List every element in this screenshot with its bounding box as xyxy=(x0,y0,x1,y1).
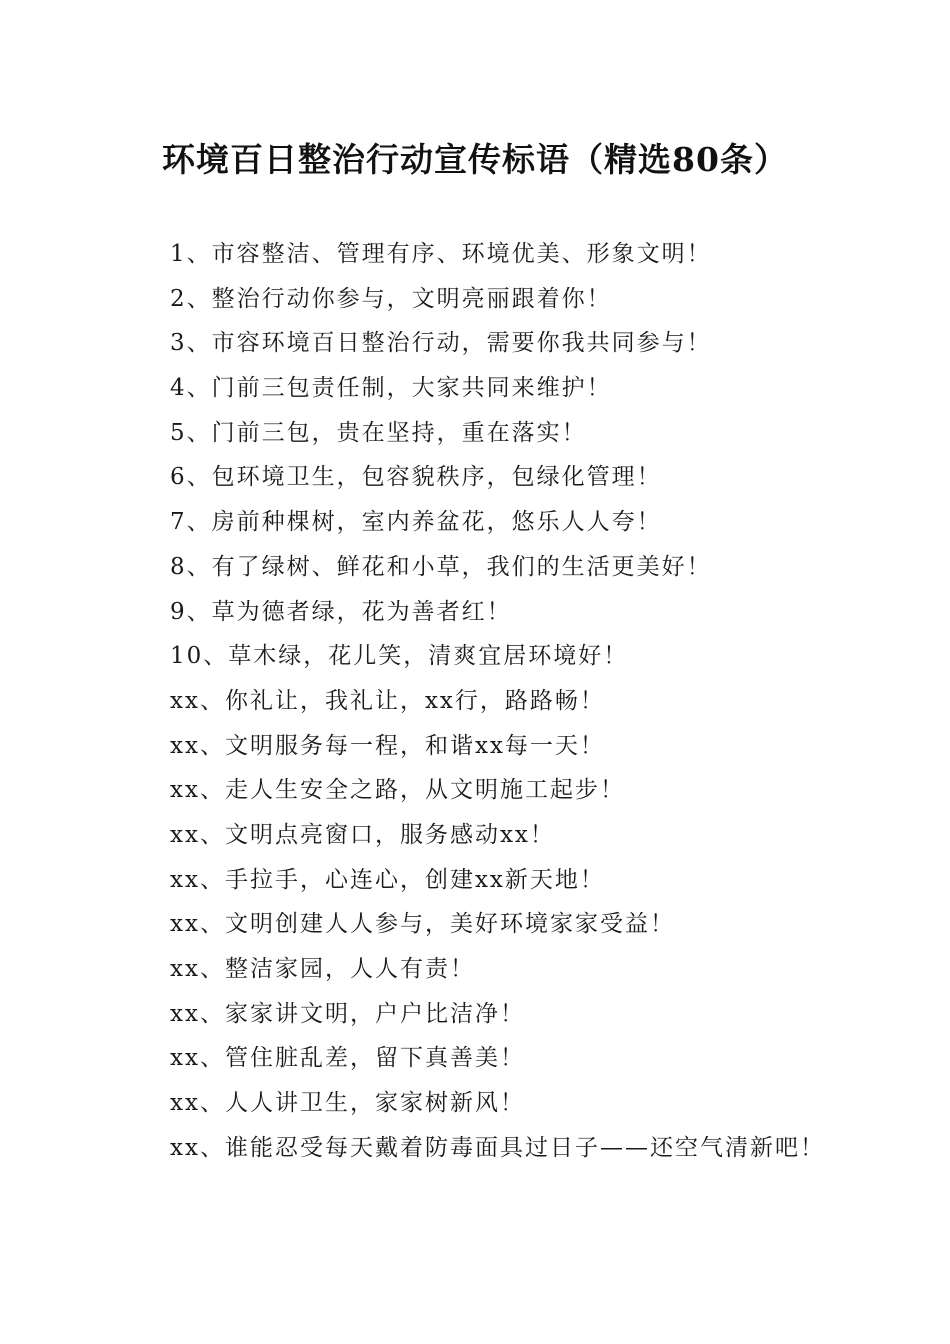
document-title: 环境百日整治行动宣传标语（精选80条） xyxy=(162,140,788,179)
slogan-item: 5、门前三包，贵在坚持，重在落实！ xyxy=(170,419,587,446)
slogan-item: xx、家家讲文明，户户比洁净！ xyxy=(170,1000,525,1027)
slogan-item: xx、管住脏乱差，留下真善美！ xyxy=(170,1045,525,1072)
slogan-item: xx、文明创建人人参与，美好环境家家受益！ xyxy=(170,911,675,938)
slogan-item: xx、文明服务每一程，和谐xx每一天！ xyxy=(170,732,605,759)
slogan-item: xx、走人生安全之路，从文明施工起步！ xyxy=(170,777,625,804)
slogan-item: 2、整治行动你参与，文明亮丽跟着你！ xyxy=(170,285,612,312)
slogan-item: xx、手拉手，心连心，创建xx新天地！ xyxy=(170,866,605,893)
slogan-item: xx、文明点亮窗口，服务感动xx！ xyxy=(170,821,555,848)
slogan-item: 1、市容整洁、管理有序、环境优美、形象文明！ xyxy=(170,241,712,267)
slogan-item: 6、包环境卫生，包容貌秩序，包绿化管理！ xyxy=(170,464,662,491)
slogan-item: 10、草木绿，花儿笑，清爽宜居环境好！ xyxy=(170,643,629,670)
slogan-item: xx、人人讲卫生，家家树新风！ xyxy=(170,1090,525,1117)
slogan-item: 9、草为德者绿，花为善者红！ xyxy=(170,598,512,625)
slogan-item: xx、你礼让，我礼让，xx行，路路畅！ xyxy=(170,687,605,714)
slogan-item: 8、有了绿树、鲜花和小草，我们的生活更美好！ xyxy=(170,553,712,580)
slogan-item: xx、谁能忍受每天戴着防毒面具过日子——还空气清新吧！ xyxy=(170,1134,825,1161)
slogan-list xyxy=(170,232,890,1170)
slogan-item: 3、市容环境百日整治行动，需要你我共同参与！ xyxy=(170,330,712,357)
slogan-item: xx、整洁家园，人人有责！ xyxy=(170,956,475,982)
slogan-item: 4、门前三包责任制，大家共同来维护！ xyxy=(170,375,612,402)
slogan-item: 7、房前种棵树，室内养盆花，悠乐人人夸！ xyxy=(170,509,662,536)
